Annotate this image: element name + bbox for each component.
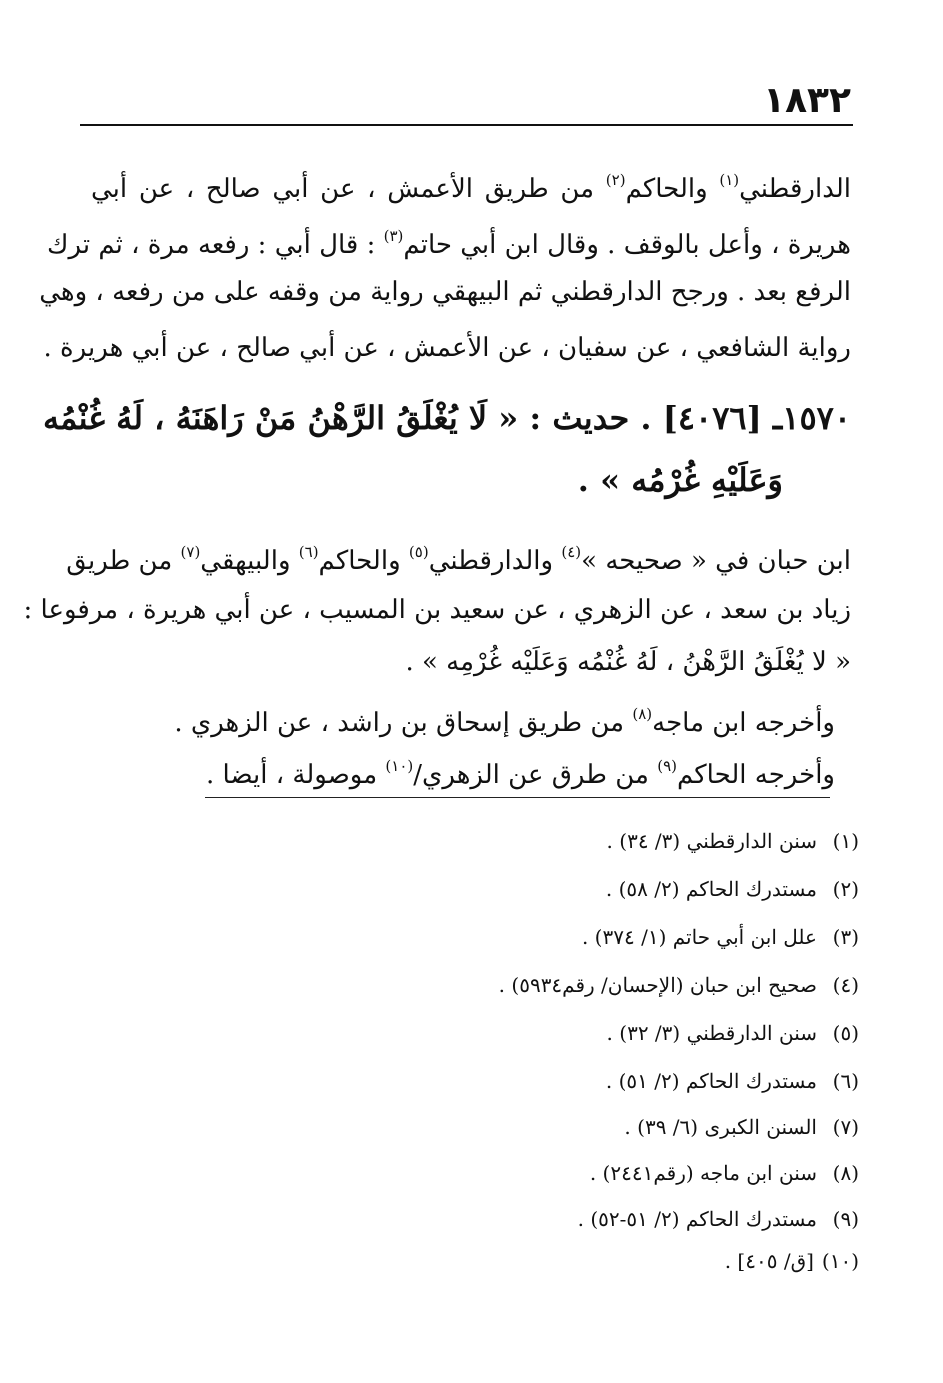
footnote-item (607, 826, 859, 856)
footnote-ref: (٣) (383, 227, 404, 245)
text-line (91, 160, 851, 209)
footnote-ref: (٩) (657, 757, 677, 775)
text-run: من طريق (66, 546, 181, 576)
footnote-text: سنن الدارقطني (٣/ ٣٢) . (606, 1021, 817, 1045)
footnote-text: مستدرك الحاكم (٢/ ٥١) . (605, 1069, 817, 1093)
footnote-number: (٧) (832, 1115, 859, 1139)
text-run: وأخرجه الحاكم (676, 760, 835, 790)
text-run: ١٥٧٠ـ [٤٠٧٦] . حديث : « لَا يُغْلَقُ الرَّهْنُ مَنْ رَاهَنَهُ ، لَهُ غُنْمُه (42, 399, 851, 437)
footnote-ref: (٦) (298, 543, 319, 561)
footnote-item (578, 1204, 859, 1234)
footnote-number: (١) (832, 829, 859, 853)
page-number: ١٨٣٢ (763, 80, 851, 121)
footnote-ref: (٤) (561, 543, 582, 561)
footnote-ref: (٥) (408, 543, 429, 561)
text-run: الرفع بعد . ورجح الدارقطني ثم البيهقي رواية من وقفه على من رفعه ، وهي (39, 277, 851, 307)
text-run: ابن حبان في « صحيحه » (581, 546, 851, 576)
text-line (578, 460, 783, 500)
footnote-item (624, 1112, 859, 1142)
footnote-ref: (٢) (605, 171, 626, 189)
footnote-item (499, 970, 859, 1000)
text-run: زياد بن سعد ، عن الزهري ، عن سعيد بن المسيب ، عن أبي هريرة ، مرفوعا : (23, 595, 851, 625)
text-run: والحاكم (625, 174, 720, 204)
footnote-item (607, 1018, 859, 1048)
text-run: موصولة ، أيضا . (206, 760, 386, 790)
footnote-ref: (٧) (180, 543, 201, 561)
text-line (47, 216, 851, 265)
footnote-ref: (١) (719, 171, 740, 189)
footnote-text: علل ابن أبي حاتم (١/ ٣٧٤) . (581, 925, 817, 949)
footnote-text: السنن الكبرى (٦/ ٣٩) . (624, 1115, 817, 1139)
text-line (405, 642, 851, 682)
footnote-rule (205, 797, 830, 798)
footnote-text: صحيح ابن حبان (الإحسان/ رقم٥٩٣٤) . (498, 973, 817, 997)
footnote-item (606, 1066, 859, 1096)
footnote-text: مستدرك الحاكم (٢/ ٥٨) . (605, 877, 817, 901)
text-line (206, 746, 835, 795)
text-line (174, 694, 835, 743)
footnote-number: (٥) (832, 1021, 859, 1045)
footnote-number: (٩) (832, 1207, 859, 1231)
text-line (42, 398, 851, 438)
text-run: من طريق إسحاق بن راشد ، عن الزهري . (174, 708, 633, 738)
footnote-text: سنن ابن ماجه (رقم٢٤٤١) . (589, 1161, 817, 1185)
text-run: والبيهقي (200, 546, 299, 576)
text-run: « لا يُغْلَقُ الرَّهْنُ ، لَهُ غُنْمُه وَعَلَيْه غُرْمِه » . (405, 647, 851, 677)
text-run: رواية الشافعي ، عن سفيان ، عن الأعمش ، عن أبي صالح ، عن أبي هريرة . (43, 333, 851, 363)
footnote-ref: (١٠) (385, 757, 414, 775)
footnote-item (590, 1158, 859, 1188)
text-run: والحاكم (318, 546, 409, 576)
text-run: : قال أبي : رفعه مرة ، ثم ترك (47, 230, 384, 260)
footnote-item (582, 922, 859, 952)
text-run: الدارقطني (739, 174, 851, 204)
text-run: وأخرجه ابن ماجه (652, 708, 835, 738)
footnote-number: (١٠) (821, 1249, 859, 1273)
text-line (66, 532, 851, 581)
text-run: من طرق عن الزهري/ (413, 760, 658, 790)
footnote-number: (٢) (832, 877, 859, 901)
text-run: وَعَلَيْهِ غُرْمُه » . (577, 461, 783, 499)
footnote-text: [ق/ ٤٠٥] . (724, 1249, 814, 1273)
text-line (39, 272, 851, 312)
text-line (44, 328, 851, 368)
footnote-text: سنن الدارقطني (٣/ ٣٤) . (606, 829, 817, 853)
footnote-text: مستدرك الحاكم (٢/ ٥١-٥٢) . (577, 1207, 817, 1231)
footnote-item (606, 874, 859, 904)
footnote-number: (٣) (832, 925, 859, 949)
text-run: والدارقطني (428, 546, 562, 576)
footnote-item (725, 1246, 859, 1276)
text-run: من طريق الأعمش ، عن أبي صالح ، عن أبي (91, 174, 606, 204)
text-line (23, 590, 851, 630)
footnote-number: (٦) (832, 1069, 859, 1093)
header-rule (80, 124, 853, 126)
footnote-number: (٤) (832, 973, 859, 997)
text-run: هريرة ، وأعل بالوقف . وقال ابن أبي حاتم (403, 230, 851, 260)
footnote-ref: (٨) (632, 705, 653, 723)
footnote-number: (٨) (832, 1161, 859, 1185)
